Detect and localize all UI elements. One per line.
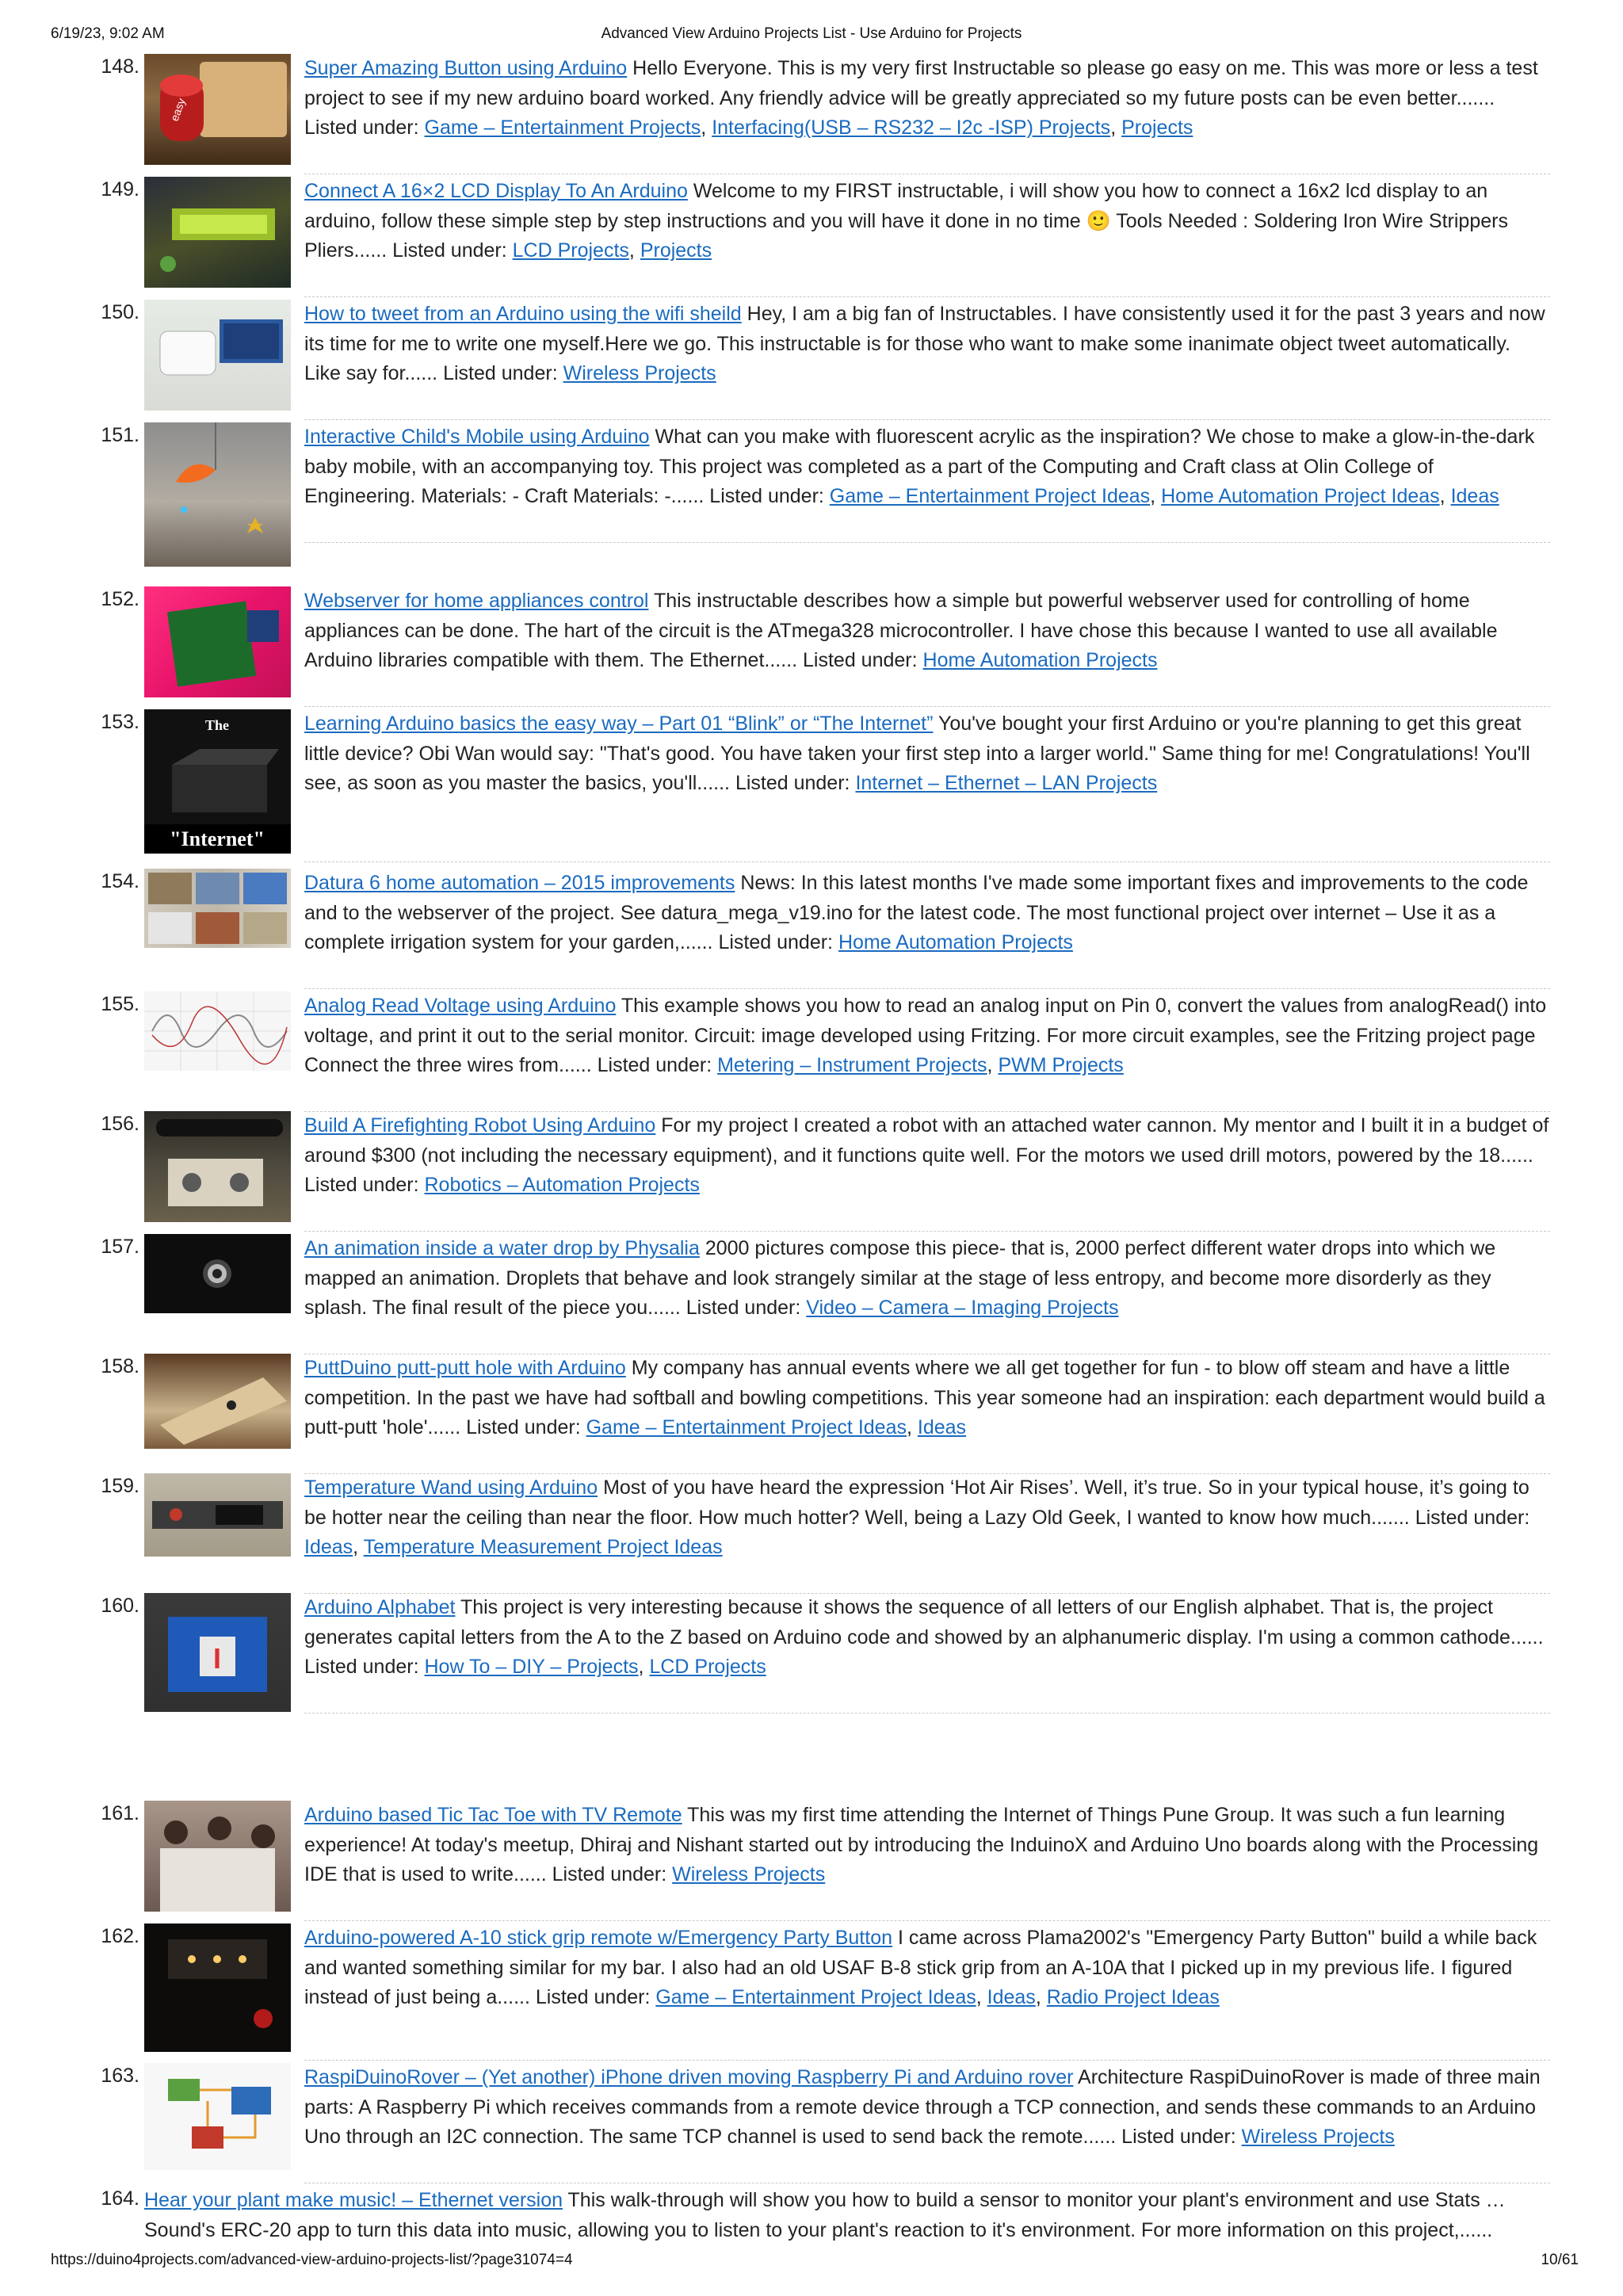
project-thumbnail[interactable] [144, 1801, 291, 1912]
listed-under-label: Listed under: [803, 649, 918, 671]
project-excerpt: This instructable describes how a simple but powerful webserver used for controlling of home appliances can be done. The hart of the circuit is the ATmega328 microcontroller. I have chose this because I wanted to use all available Arduino libraries compatible with them. The Ethernet...... [304, 590, 1498, 671]
listed-under-label: Listed under: [735, 772, 850, 794]
project-excerpt: Welcome to my FIRST instructable, i will show you how to connect a 16x2 lcd display to an arduino, follow these simple step by step instructions and you will have it done in no time 🙂 Tools Needed : Soldering Iron Wire Strippers Pliers...... [304, 180, 1508, 262]
category-link[interactable]: Radio Project Ideas [1046, 1986, 1220, 2008]
category-link[interactable]: Ideas [304, 1536, 353, 1558]
project-excerpt: Hey, I am a big fan of Instructables. I have consistently used it for the past 3 years and now its time for me to write one myself.Here we go. This instructable is for those who want to make some inanimate object tweet automatically. Like say for...... [304, 303, 1545, 384]
item-content: Temperature Wand using Arduino Most of you have heard the expression ‘Hot Air Rises’. Well, it’s true. So in your typical house, it’s going to be hotter near the ceiling than near the floor. How much hotter? Well, being a Lazy Old Geek, I wanted to know how much....... Listed under: Ideas, Temperature Measurement Project Ideas [304, 1477, 1530, 1558]
project-excerpt: This example shows you how to read an analog input on Pin 0, convert the values from analogRead() into voltage, and print it out to the serial monitor. Circuit: image developed using Fritzing. For more circuit examples, see the Fritzing project page Connect the three wires from...... [304, 995, 1547, 1076]
item-number: 149. [101, 178, 139, 201]
item-number: 162. [101, 1925, 139, 1947]
print-datetime: 6/19/23, 9:02 AM [51, 25, 165, 42]
category-link[interactable]: Home Automation Project Ideas [1161, 485, 1440, 507]
project-title-link[interactable]: Arduino Alphabet [304, 1596, 456, 1618]
category-link[interactable]: Projects [1121, 117, 1193, 139]
item-content: Super Amazing Button using Arduino Hello Everyone. This is my very first Instructable so please go easy on me. This was more or less a test project to see if my new arduino board worked. Any friendly advice will be greatly appreciated so my future posts can be even better....... Listed under: Game – Entertainment Projects, Interfacing(USB – RS232 – I2c -ISP) Projects, Projects [304, 57, 1538, 139]
item-number: 164. [101, 2187, 139, 2210]
category-link[interactable]: Home Automation Projects [922, 649, 1158, 671]
project-thumbnail[interactable] [144, 422, 291, 567]
project-thumbnail[interactable] [144, 2063, 291, 2170]
project-excerpt: News: In this latest months I've made some important fixes and improvements to the code and to the webserver of the project. See datura_mega_v19.ino for the latest code. The most functional project over internet – Use it as a complete irrigation system for your garden,...... [304, 872, 1529, 953]
item-number: 156. [101, 1113, 139, 1135]
project-title-link[interactable]: Super Amazing Button using Arduino [304, 57, 628, 79]
item-separator [304, 542, 1550, 543]
project-title-link[interactable]: Interactive Child's Mobile using Arduino [304, 426, 650, 448]
project-title-link[interactable]: RaspiDuinoRover – (Yet another) iPhone driven moving Raspberry Pi and Arduino rover [304, 2066, 1074, 2088]
category-link[interactable]: Ideas [1450, 485, 1499, 507]
item-number: 155. [101, 993, 139, 1015]
thumb-caption-top: The [204, 717, 230, 733]
project-thumbnail[interactable] [144, 54, 291, 165]
item-separator [304, 706, 1550, 707]
project-title-link[interactable]: An animation inside a water drop by Physalia [304, 1237, 700, 1259]
project-excerpt: Hello Everyone. This is my very first Instructable so please go easy on me. This was more or less a test project to see if my new arduino board worked. Any friendly advice will be greatly appreciated so my future posts can be even better....... [304, 57, 1538, 109]
item-content [304, 869, 1550, 958]
category-link[interactable]: Ideas [987, 1986, 1036, 2008]
category-link[interactable]: Robotics – Automation Projects [424, 1174, 700, 1196]
print-url: https://duino4projects.com/advanced-view-arduino-projects-list/?page31074=4 [51, 2252, 573, 2268]
listed-under-label: Listed under: [1121, 2126, 1236, 2148]
category-link[interactable]: Game – Entertainment Project Ideas [655, 1986, 976, 2008]
item-separator [304, 2060, 1550, 2061]
project-title-link[interactable]: Connect A 16×2 LCD Display To An Arduino [304, 180, 688, 202]
item-number: 161. [101, 1802, 139, 1824]
category-link[interactable]: Internet – Ethernet – LAN Projects [855, 772, 1158, 794]
category-link[interactable]: Game – Entertainment Project Ideas [829, 485, 1151, 507]
listed-under-label: Listed under: [1415, 1506, 1530, 1529]
project-thumbnail[interactable] [144, 177, 291, 288]
item-content [304, 300, 1550, 389]
item-number: 159. [101, 1475, 139, 1497]
project-title-link[interactable]: Analog Read Voltage using Arduino [304, 995, 617, 1017]
project-title-link[interactable]: How to tweet from an Arduino using the wifi sheild [304, 303, 742, 325]
item-content [304, 2063, 1550, 2153]
category-link[interactable]: Wireless Projects [563, 362, 716, 384]
print-footer [51, 2252, 1579, 2275]
item-separator [304, 861, 1550, 862]
page-indicator: 10/61 [1541, 2252, 1579, 2268]
category-link[interactable]: PWM Projects [998, 1054, 1124, 1076]
item-separator [304, 419, 1550, 420]
svg-text:I: I [212, 1642, 222, 1675]
item-number: 153. [101, 711, 139, 733]
listed-under-label: Listed under: [718, 931, 833, 953]
item-separator [304, 1920, 1550, 1921]
listed-under-label: Listed under: [392, 239, 507, 262]
item-separator [304, 988, 1550, 989]
project-thumbnail[interactable] [144, 1473, 291, 1557]
project-title-link[interactable]: Build A Firefighting Robot Using Arduino [304, 1114, 656, 1137]
listed-under-label: Listed under: [304, 117, 419, 139]
project-thumbnail[interactable] [144, 586, 291, 697]
project-thumbnail[interactable] [144, 869, 291, 948]
project-thumbnail[interactable] [144, 1354, 291, 1449]
category-link[interactable]: Video – Camera – Imaging Projects [806, 1297, 1119, 1319]
project-excerpt: For my project I created a robot with an attached water cannon. My mentor and I built it in a budget of around $300 (not including the necessary equipment), and it functions quite well. For the motors we used drill motors, powered by the 18...... [304, 1114, 1549, 1167]
item-number: 158. [101, 1355, 139, 1377]
listed-under-label: Listed under: [552, 1863, 667, 1885]
project-title-link[interactable]: Arduino based Tic Tac Toe with TV Remote [304, 1804, 682, 1826]
category-link[interactable]: LCD Projects [512, 239, 629, 262]
project-excerpt: This project is very interesting because it shows the sequence of all letters of our English alphabet. That is, the project generates capital letters from the A to the Z based on Arduino code and showed by an alphanumeric display. I'm using a common cathode...... [304, 1596, 1544, 1648]
item-content [304, 1234, 1550, 1324]
project-title-link[interactable]: PuttDuino putt-putt hole with Arduino [304, 1357, 626, 1379]
item-content: Arduino-powered A-10 stick grip remote w/Emergency Party Button I came across Plama2002's "Emergency Party Button" build a while back and wanted something similar for my bar. I also had an old USAF B-8 stick grip from an A-10A that I picked up in my previous life. I figured instead of just being a...... Listed under: Game – Entertainment Project Ideas, Ideas, Radio Project Ideas [304, 1927, 1537, 2008]
project-excerpt: My company has annual events where we all get together for fun - to blow off steam and have a little competition. In the past we have had softball and bowling competitions. This year someone had an inspiration: each department would build a putt-putt 'hole'...... [304, 1357, 1545, 1438]
category-link[interactable]: Wireless Projects [1241, 2126, 1395, 2148]
project-title-link[interactable]: Webserver for home appliances control [304, 590, 649, 612]
project-excerpt: Architecture RaspiDuinoRover is made of three main parts: A Raspberry Pi which receives commands from a remote device through a TCP connection, and sends these commands to an Arduino Uno through an I2C connection. The same TCP channel is used to send back the remote...... [304, 2066, 1541, 2148]
project-thumbnail[interactable] [144, 300, 291, 411]
project-excerpt: Most of you have heard the expression ‘Hot Air Rises’. Well, it’s true. So in your typical house, it’s going to be hotter near the ceiling than near the floor. How much hotter? Well, being a Lazy Old Geek, I wanted to know how much....... [304, 1477, 1529, 1529]
listed-under-label: Listed under: [304, 1174, 419, 1196]
item-number: 160. [101, 1595, 139, 1617]
item-separator [304, 296, 1550, 297]
item-content: Interactive Child's Mobile using Arduino What can you make with fluorescent acrylic as the inspiration? We chose to make a glow-in-the-dark baby mobile, with an accompanying toy. This project was completed as a part of the Computing and Craft class at Olin College of Engineering. Materials: - Craft Materials: -...... Listed under: Game – Entertainment Project Ideas, Home Automation Project Ideas, Ideas [304, 426, 1535, 507]
project-excerpt: 2000 pictures compose this piece- that is, 2000 perfect different water drops into which we mapped an animation. Droplets that behave and look strangely similar at the stage of less entropy, and become more disorderly as they splash. The final result of the piece you...... [304, 1237, 1496, 1319]
project-title-link[interactable]: Temperature Wand using Arduino [304, 1477, 598, 1499]
category-link[interactable]: Temperature Measurement Project Ideas [363, 1536, 723, 1558]
listed-under-label: Listed under: [466, 1416, 581, 1438]
project-thumbnail[interactable] [144, 709, 291, 854]
category-link[interactable]: Wireless Projects [672, 1863, 826, 1885]
project-excerpt: This walk-through will show you how to build a sensor to monitor your plant's environment and use Stats … Sound's ERC-20 app to turn this data into music, allowing you to listen to your plant's reaction to it's environment. For more information on this project,...... [144, 2189, 1506, 2241]
listed-under-label: Listed under: [304, 1656, 419, 1678]
item-number: 157. [101, 1236, 139, 1258]
listed-under-label: Listed under: [443, 362, 558, 384]
project-title-link[interactable]: Arduino-powered A-10 stick grip remote w/Emergency Party Button [304, 1927, 893, 1949]
item-number: 151. [101, 424, 139, 446]
listed-under-label: Listed under: [685, 1297, 801, 1319]
category-link[interactable]: Projects [640, 239, 712, 262]
item-content [304, 586, 1550, 676]
category-link[interactable]: Ideas [917, 1416, 967, 1438]
category-link[interactable]: Interfacing(USB – RS232 – I2c -ISP) Projects [712, 117, 1111, 139]
item-content [304, 1111, 1550, 1201]
project-title-link[interactable]: Datura 6 home automation – 2015 improvements [304, 872, 735, 894]
project-thumbnail[interactable] [144, 1111, 291, 1222]
category-link[interactable]: Metering – Instrument Projects [717, 1054, 987, 1076]
category-link[interactable]: LCD Projects [649, 1656, 766, 1678]
item-number: 150. [101, 301, 139, 323]
category-link[interactable]: Game – Entertainment Project Ideas [586, 1416, 907, 1438]
item-number: 148. [101, 55, 139, 78]
project-thumbnail[interactable] [144, 1593, 291, 1782]
svg-text:easy: easy [167, 96, 188, 123]
item-number: 152. [101, 588, 139, 610]
listed-under-label: Listed under: [535, 1986, 651, 2008]
item-content [144, 2186, 1550, 2245]
category-link[interactable]: How To – DIY – Projects [424, 1656, 639, 1678]
project-title-link[interactable]: Learning Arduino basics the easy way – Part 01 “Blink” or “The Internet” [304, 712, 934, 735]
project-excerpt: You've bought your first Arduino or you're planning to get this great little device? Obi Wan would say: "That's good. You have taken your first step into a larger world." Same thing for me! Congratulations! You'll see, as soon as you master the basics, you'll...... [304, 712, 1530, 794]
project-excerpt: What can you make with fluorescent acrylic as the inspiration? We chose to make a glow-in-the-dark baby mobile, with an accompanying toy. This project was completed as a part of the Computing and Craft class at Olin College of Engineering. Materials: - Craft Materials: -...... [304, 426, 1535, 507]
item-content: Connect A 16×2 LCD Display To An Arduino Welcome to my FIRST instructable, i will show you how to connect a 16x2 lcd display to an arduino, follow these simple step by step instructions and you will have it done in no time 🙂 Tools Needed : Soldering Iron Wire Strippers Pliers...... Listed under: LCD Projects, Projects [304, 180, 1508, 262]
item-content [304, 1801, 1550, 1890]
project-thumbnail[interactable] [144, 1924, 291, 2052]
print-header [51, 25, 1572, 49]
item-content [304, 709, 1550, 799]
listed-under-label: Listed under: [709, 485, 824, 507]
item-number: 154. [101, 870, 139, 892]
project-thumbnail[interactable] [144, 1234, 291, 1313]
item-content: Arduino Alphabet This project is very interesting because it shows the sequence of all letters of our English alphabet. That is, the project generates capital letters from the A to the Z based on Arduino code and showed by an alphanumeric display. I'm using a common cathode...... Listed under: How To – DIY – Projects, LCD Projects [304, 1596, 1544, 1678]
item-separator [304, 1231, 1550, 1232]
project-excerpt: I came across Plama2002's "Emergency Party Button" build a while back and wanted something similar for my bar. I also had an old USAF B-8 stick grip from an A-10A that I picked up in my previous life. I figured instead of just being a...... [304, 1927, 1537, 2008]
category-link[interactable]: Home Automation Projects [838, 931, 1073, 953]
project-title-link[interactable]: Hear your plant make music! – Ethernet version [144, 2189, 563, 2211]
item-content: Analog Read Voltage using Arduino This example shows you how to read an analog input on Pin 0, convert the values from analogRead() into voltage, and print it out to the serial monitor. Circuit: image developed using Fritzing. For more circuit examples, see the Fritzing project page Connect the three wires from...... Listed under: Metering – Instrument Projects, PWM Projects [304, 995, 1547, 1076]
item-number: 163. [101, 2065, 139, 2087]
category-link[interactable]: Game – Entertainment Projects [424, 117, 701, 139]
thumb-caption-bottom: "Internet" [170, 827, 265, 850]
listed-under-label: Listed under: [597, 1054, 712, 1076]
project-thumbnail[interactable] [144, 991, 291, 1071]
print-page-title: Advanced View Arduino Projects List - Use Arduino for Projects [601, 25, 1022, 42]
project-excerpt: This was my first time attending the Internet of Things Pune Group. It was such a fun learning experience! At today's meetup, Dhiraj and Nishant started out by introducing the InduinoX and Arduino Uno boards along with the Processing IDE that is used to write...... [304, 1804, 1539, 1885]
item-content: PuttDuino putt-putt hole with Arduino My company has annual events where we all get together for fun - to blow off steam and have a little competition. In the past we have had softball and bowling competitions. This year someone had an inspiration: each department would build a putt-putt 'hole'...... Listed under: Game – Entertainment Project Ideas, Ideas [304, 1357, 1545, 1438]
